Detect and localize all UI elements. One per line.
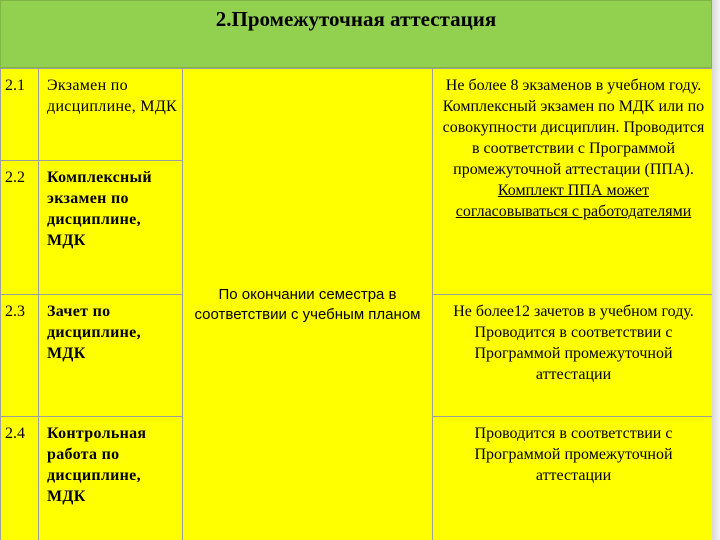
slide-edge-shadow	[712, 0, 720, 540]
row-name: Контрольная работа по дисциплине, МДК	[39, 417, 183, 540]
row-number: 2.4	[1, 417, 39, 540]
row-description: Проводится в соответствии с Программой промежуточной аттестации	[433, 417, 713, 540]
row-name: Комплексный экзамен по дисциплине, МДК	[39, 161, 183, 295]
row-name: Экзамен по дисциплине, МДК	[39, 69, 183, 161]
row-description	[433, 69, 713, 295]
attestation-table	[0, 68, 713, 540]
row-name: Зачет по дисциплине, МДК	[39, 295, 183, 417]
description-underlined-text: Комплект ППА может согласовываться с работодателями	[455, 182, 692, 220]
page-title: 2.Промежуточная аттестация	[215, 7, 497, 31]
row-number: 2.2	[1, 161, 39, 295]
row-number: 2.3	[1, 295, 39, 417]
row-number: 2.1	[1, 69, 39, 161]
row-description: Не более12 зачетов в учебном году. Проводится в соответствии с Программой промежуточной аттестации	[433, 295, 713, 417]
header-bar	[0, 0, 712, 68]
description-text: Не более 8 экзаменов в учебном году. Комплексный экзамен по МДК или по совокупности дисциплин. Проводится в соответствии с Программой промежуточной аттестации (ППА).	[442, 77, 705, 178]
term-cell: По окончании семестра в соответствии с учебным планом	[183, 69, 433, 540]
table-row	[1, 69, 713, 161]
